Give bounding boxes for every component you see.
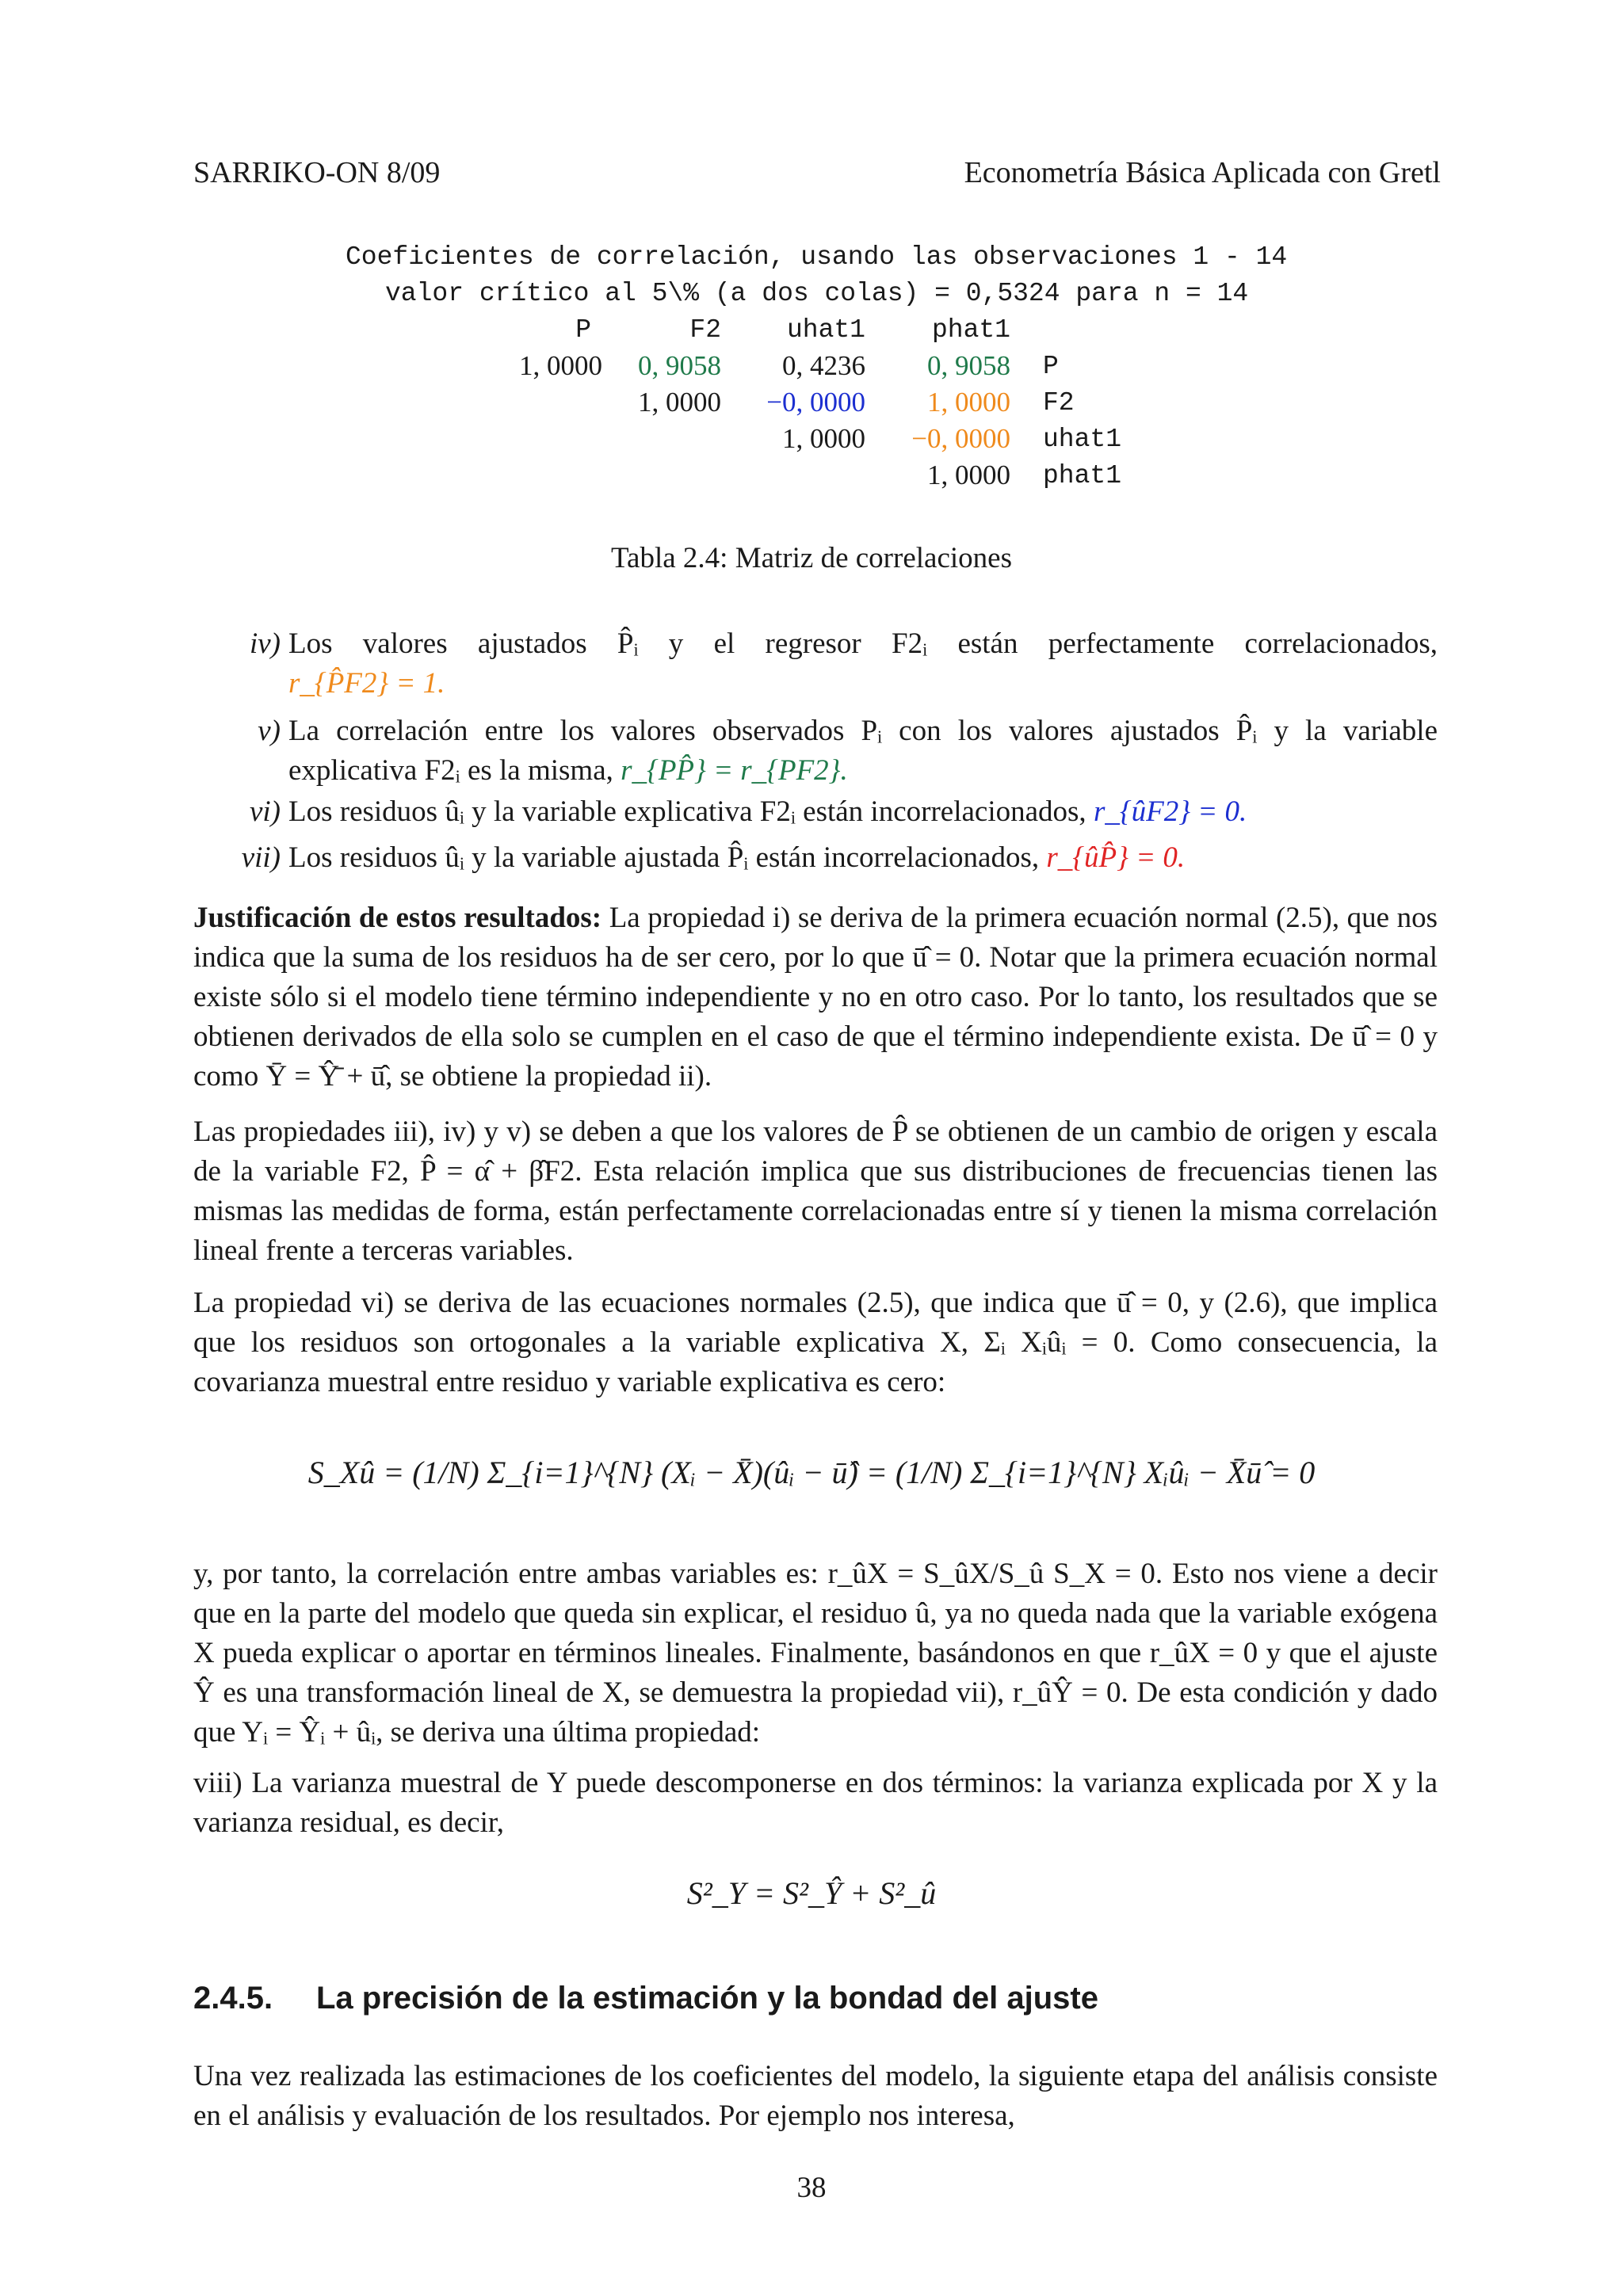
section-title: La precisión de la estimación y la bondad del ajuste [316, 1981, 1098, 2016]
property-vii-body: Los residuos ûᵢ y la variable ajustada P̂ᵢ están incorrelacionados, [288, 841, 1040, 874]
section-number: 2.4.5. [193, 1981, 273, 2016]
table-caption: Tabla 2.4: Matriz de correlaciones [611, 542, 1012, 574]
justification-paragraph [193, 898, 1438, 1097]
property-v-label: v) [258, 715, 281, 747]
property-v-body: La correlación entre los valores observados Pᵢ con los valores ajustados P̂ᵢ y la variable explicativa F2ᵢ es la misma, [288, 715, 1438, 787]
property-v [193, 711, 1438, 791]
cell-p-uhat1: 0, 4236 [782, 350, 865, 381]
paragraph-property-vi: La propiedad vi) se deriva de las ecuaciones normales (2.5), que indica que ū̂ = 0, y (2.6), que implica que los residuos son ortogonales a la variable explicativa X, Σᵢ Xᵢûᵢ = 0. Como consecuencia, la covarianza muestral entre residuo y variable explicativa es cero: [193, 1287, 1438, 1398]
section-heading [193, 1981, 1098, 2016]
cell-uhat1-phat1: −0, 0000 [911, 423, 1010, 454]
property-vi-text [288, 792, 1438, 832]
col-header-f2: F2 [689, 315, 721, 345]
col-header-uhat1: uhat1 [786, 315, 865, 345]
col-header-phat1: phat1 [931, 315, 1010, 345]
property-v-text [288, 711, 1438, 791]
cell-p-phat1: 0, 9058 [927, 350, 1010, 381]
property-vi-equation: r_{ûF2} = 0. [1093, 795, 1247, 828]
cell-f2-uhat1: −0, 0000 [766, 387, 865, 418]
property-vii-text [288, 838, 1438, 878]
cell-p-p: 1, 0000 [519, 350, 602, 381]
equation-variance-decomposition: S²_Y = S²_Ŷ + S²_û [686, 1875, 937, 1911]
property-iv-label: iv) [249, 627, 281, 660]
paragraph-closing: Una vez realizada las estimaciones de los coeficientes del modelo, la siguiente etapa del análisis consiste en el análisis y evaluación de los resultados. Por ejemplo nos interesa, [193, 2060, 1438, 2132]
paragraph-property-viii: viii) La varianza muestral de Y puede descomponerse en dos términos: la varianza explicada por X y la varianza residual, es decir, [193, 1767, 1438, 1839]
property-iv [193, 624, 1438, 704]
running-header-left: SARRIKO-ON 8/09 [193, 156, 441, 189]
justification-heading: Justificación de estos resultados: [193, 902, 602, 934]
property-vii [193, 838, 1438, 878]
cell-phat1-phat1: 1, 0000 [927, 460, 1010, 490]
cell-f2-f2: 1, 0000 [638, 387, 721, 418]
row-label-p: P [1043, 352, 1059, 381]
paragraph-properties: Las propiedades iii), iv) y v) se deben a que los valores de P̂ se obtienen de un cambio de origen y escala de la variable F2, P̂ = α̂ + β̂F2. Esta relación implica que sus distribuciones de frecuencias tienen las mismas las medidas de forma, están perfectamente correlacionadas entre sí y tienen la misma correlación lineal frente a terceras variables. [193, 1116, 1438, 1267]
col-header-p: P [575, 315, 591, 345]
row-label-phat1: phat1 [1043, 461, 1122, 490]
property-vii-equation: r_{ûP̂} = 0. [1046, 841, 1186, 874]
gretl-title-line2: valor crítico al 5\% (a dos colas) = 0,5324 para n = 14 [385, 279, 1249, 308]
equation-covariance: S_Xû = (1/N) Σ_{i=1}^{N} (Xᵢ − X̄)(ûᵢ − ū̂) = (1/N) Σ_{i=1}^{N} Xᵢûᵢ − X̄ū̂ = 0 [307, 1455, 1316, 1490]
row-label-uhat1: uhat1 [1043, 425, 1122, 454]
property-vi-body: Los residuos ûᵢ y la variable explicativa F2ᵢ están incorrelacionados, [288, 795, 1086, 828]
page-number: 38 [796, 2172, 827, 2204]
cell-p-f2: 0, 9058 [638, 350, 721, 381]
cell-uhat1-uhat1: 1, 0000 [782, 423, 865, 454]
property-vi [193, 792, 1438, 832]
running-header-right: Econometría Básica Aplicada con Gretl [964, 156, 1441, 189]
justification-body: La propiedad i) se deriva de la primera ecuación normal (2.5), que nos indica que la suma de los residuos ha de ser cero, por lo que ū̂ = 0. Notar que la primera ecuación normal existe sólo si el modelo tiene término independiente y no en otro caso. Por lo tanto, los resultados que se obtienen derivados de ella solo se cumplen en el caso de que el término independiente exista. De ū̂ = 0 y como Ȳ = Ŷ̄ + ū̂, se obtiene la propiedad ii). [193, 902, 1438, 1093]
property-v-equation: r_{PP̂} = r_{PF2}. [621, 754, 848, 787]
property-iv-equation: r_{P̂F2} = 1. [288, 667, 445, 700]
property-iv-text: Los valores ajustados P̂ᵢ y el regresor F2ᵢ están perfectamente correlacionados, [288, 627, 1438, 660]
paragraph-correlation: y, por tanto, la correlación entre ambas variables es: r_ûX = S_ûX/S_û S_X = 0. Esto nos viene a decir que en la parte del modelo que queda sin explicar, el residuo û, ya no queda nada que la variable exógena X pueda explicar o aportar en términos lineales. Finalmente, basándonos en que r_ûX = 0 y que el ajuste Ŷ es una transformación lineal de X, se demuestra la propiedad vii), r_ûŶ = 0. De esta condición y dado que Yᵢ = Ŷᵢ + ûᵢ, se deriva una última propiedad: [193, 1558, 1438, 1749]
cell-f2-phat1: 1, 0000 [927, 387, 1010, 418]
row-label-f2: F2 [1043, 388, 1075, 418]
gretl-title-line1: Coeficientes de correlación, usando las observaciones 1 - 14 [346, 242, 1288, 272]
property-vi-label: vi) [249, 795, 281, 828]
property-vii-label: vii) [241, 841, 281, 874]
